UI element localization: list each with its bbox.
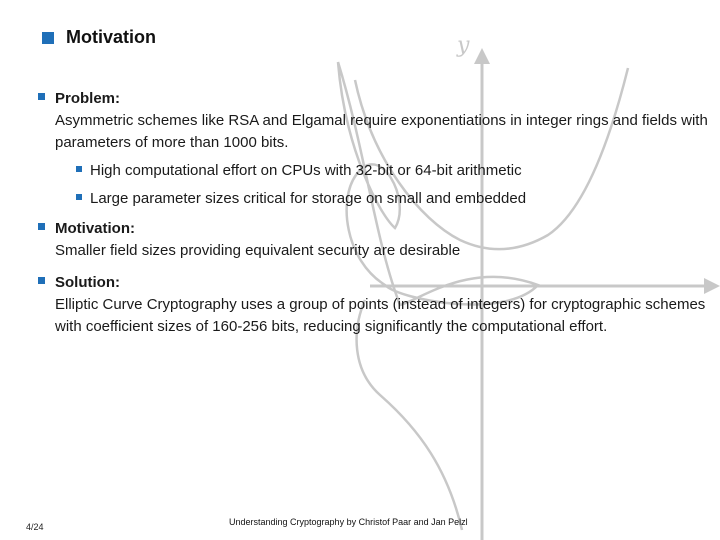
bullet-text: Elliptic Curve Cryptography uses a group of points (instead of integers) for cryptographic schemes with coefficient sizes of 160-256 bits, reducing significantly the computational effort. bbox=[55, 296, 706, 335]
page-number: 4/24 bbox=[26, 522, 44, 532]
bullet-heading: Solution: bbox=[55, 274, 120, 291]
footer-credit: Understanding Cryptography by Christof Paar and Jan Pelzl bbox=[229, 517, 468, 527]
sub-bullet bbox=[55, 188, 720, 210]
bullet-heading: Motivation: bbox=[55, 220, 135, 237]
bullet-motivation bbox=[38, 218, 720, 262]
bullet-solution bbox=[38, 272, 720, 338]
bullet-text: Smaller field sizes providing equivalent security are desirable bbox=[55, 242, 461, 259]
bullet-square-icon bbox=[38, 93, 45, 100]
bullet-square-icon bbox=[38, 277, 45, 284]
slide-title: Motivation bbox=[66, 27, 156, 47]
bullet-text: Asymmetric schemes like RSA and Elgamal require exponentiations in integer rings and fields with parameters of more than 1000 bits. bbox=[55, 112, 708, 151]
slide-title-row bbox=[42, 27, 156, 48]
sub-bullet-square-icon bbox=[76, 194, 82, 200]
sub-bullet-list bbox=[55, 160, 720, 210]
bullet-problem bbox=[38, 88, 720, 210]
bullet-square-icon bbox=[38, 223, 45, 230]
y-axis-arrow-icon bbox=[474, 48, 490, 64]
title-bullet-icon bbox=[42, 32, 54, 44]
sub-bullet-square-icon bbox=[76, 166, 82, 172]
sub-bullet bbox=[55, 160, 720, 182]
bullet-heading: Problem: bbox=[55, 90, 121, 107]
y-axis-label: y bbox=[457, 33, 470, 58]
slide-content bbox=[38, 88, 720, 338]
sub-bullet-text: High computational effort on CPUs with 32-bit or 64-bit arithmetic bbox=[90, 162, 522, 179]
sub-bullet-text: Large parameter sizes critical for storage on small and embedded bbox=[90, 190, 527, 207]
